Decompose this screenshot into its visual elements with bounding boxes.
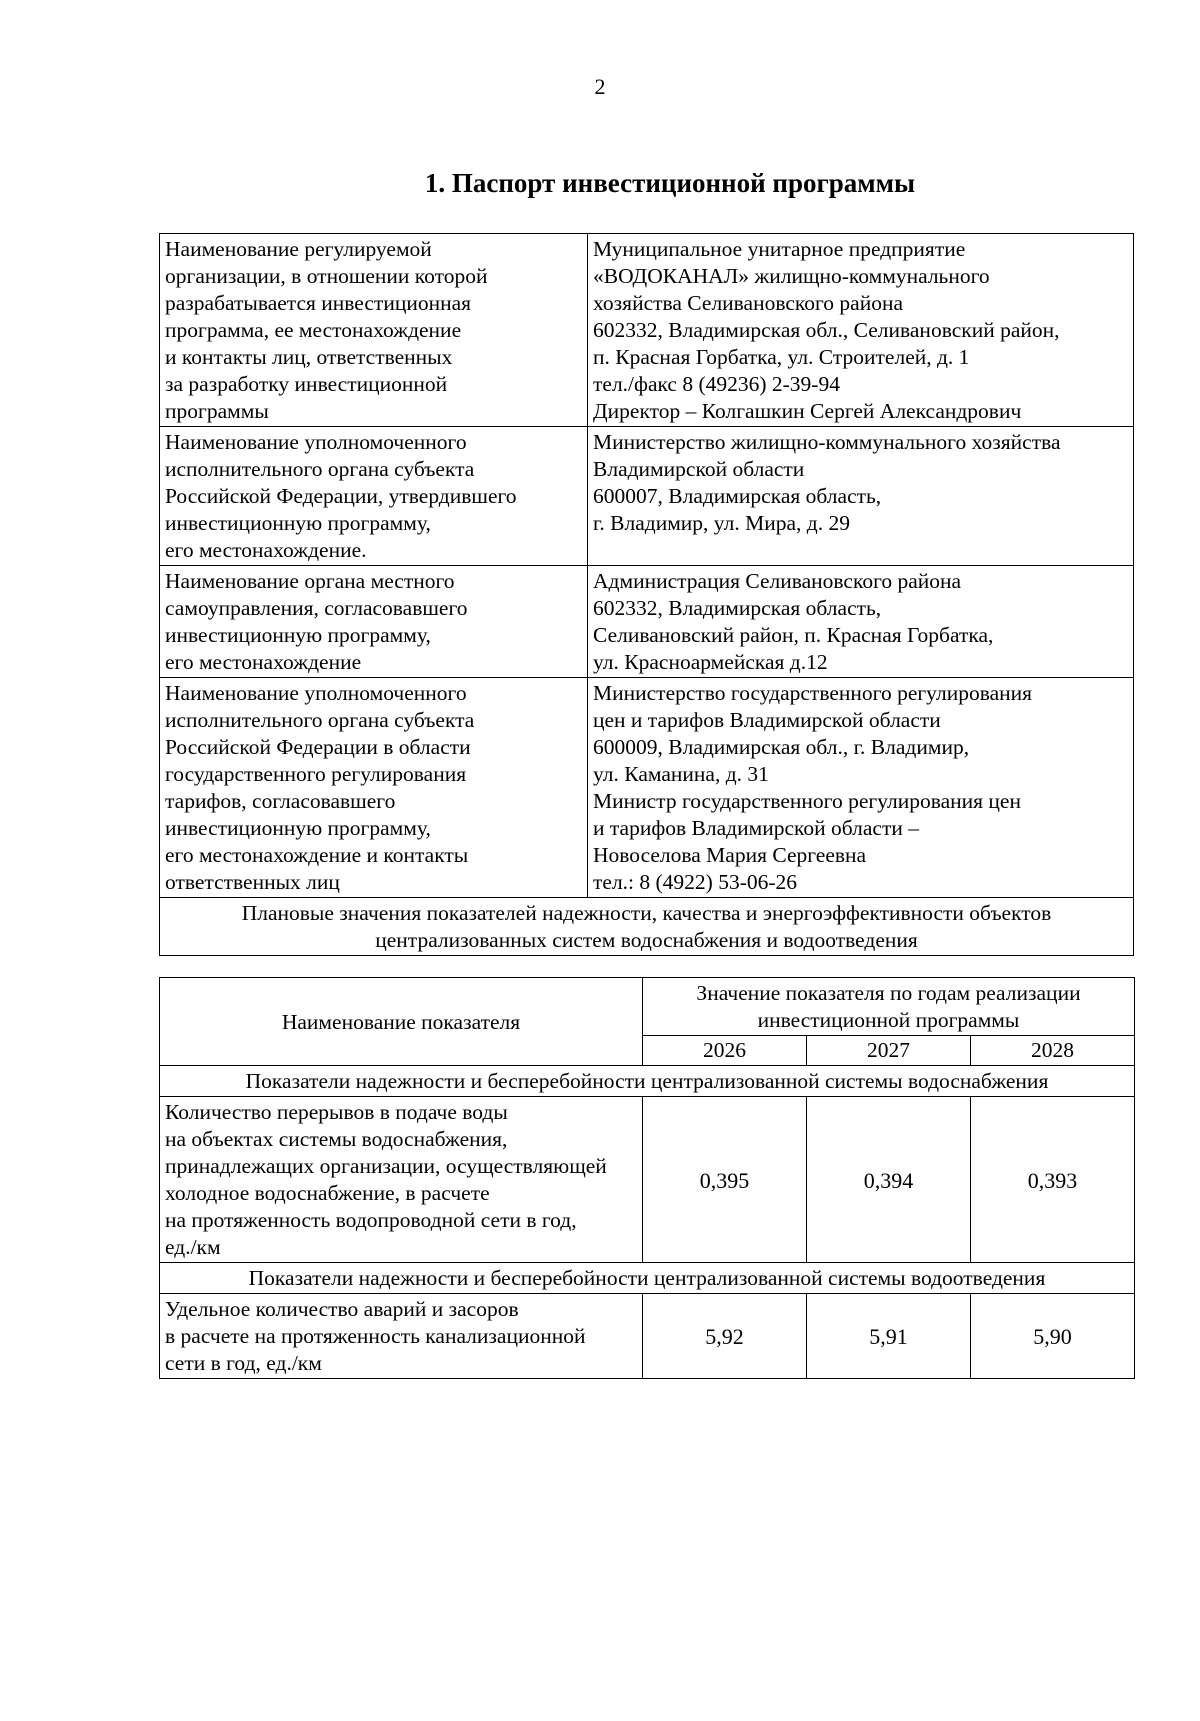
passport-label-line: Наименование уполномоченного [165, 681, 467, 705]
indicator-value: 5,90 [971, 1294, 1135, 1379]
passport-label-line: государственного регулирования [165, 762, 467, 786]
indicators-header-row [160, 978, 1135, 1036]
passport-label-line: исполнительного органа субъекта [165, 708, 475, 732]
passport-label-line: Наименование уполномоченного [165, 430, 467, 454]
passport-label-line: исполнительного органа субъекта [165, 457, 475, 481]
indicator-value: 5,92 [643, 1294, 807, 1379]
passport-value-line: Владимирской области [593, 457, 805, 481]
passport-value-line: «ВОДОКАНАЛ» жилищно-коммунального [593, 264, 990, 288]
passport-row [160, 678, 1134, 898]
passport-label-line: Наименование регулируемой [165, 237, 432, 261]
passport-label-line: программа, ее местонахождение [165, 318, 462, 342]
value-header [643, 978, 1135, 1036]
passport-label-line: инвестиционную программу, [165, 816, 431, 840]
passport-label-line: его местонахождение. [165, 538, 367, 562]
passport-value-line: тел./факс 8 (49236) 2-39-94 [593, 372, 840, 396]
passport-value-line: Администрация Селивановского района [593, 569, 962, 593]
passport-value-line: тел.: 8 (4922) 53-06-26 [593, 870, 798, 894]
passport-value-line: г. Владимир, ул. Мира, д. 29 [593, 511, 850, 535]
passport-label-line: его местонахождение [165, 650, 362, 674]
passport-value-line: цен и тарифов Владимирской области [593, 708, 941, 732]
passport-value-line: Новоселова Мария Сергеевна [593, 843, 867, 867]
indicator-value: 0,395 [643, 1097, 807, 1263]
passport-label-line: его местонахождение и контакты [165, 843, 469, 867]
passport-value-line: Министерство государственного регулирования [593, 681, 1033, 705]
indicator-value: 0,393 [971, 1097, 1135, 1263]
passport-label-line: за разработку инвестиционной [165, 372, 448, 396]
section-title-row [160, 1066, 1135, 1097]
passport-label-line: инвестиционную программу, [165, 623, 431, 647]
passport-label-line: и контакты лиц, ответственных [165, 345, 453, 369]
passport-row [160, 566, 1134, 678]
passport-value-line: п. Красная Горбатка, ул. Строителей, д. 1 [593, 345, 970, 369]
passport-value-line: Директор – Колгашкин Сергей Александрович [593, 399, 1022, 423]
indicator-name-line: холодное водоснабжение, в расчете [165, 1181, 490, 1205]
value-header-line: Значение показателя по годам реализации [696, 981, 1081, 1005]
year-header: 2027 [807, 1036, 971, 1066]
passport-value-line: Селивановский район, п. Красная Горбатка, [593, 623, 994, 647]
passport-value-line: ул. Красноармейская д.12 [593, 650, 828, 674]
indicator-name-line: на объектах системы водоснабжения, [165, 1127, 508, 1151]
passport-value-cell [588, 566, 1134, 678]
passport-row [160, 234, 1134, 427]
indicator-name-header: Наименование показателя [160, 978, 643, 1066]
passport-value-line: ул. Каманина, д. 31 [593, 762, 769, 786]
value-header-line: инвестиционной программы [757, 1008, 1020, 1032]
page-number: 2 [594, 74, 606, 99]
passport-label-cell [160, 566, 588, 678]
indicators-table [159, 977, 1135, 1379]
passport-value-cell [588, 234, 1134, 427]
planned-heading-line: Плановые значения показателей надежности, качества и энергоэффективности объектов [241, 901, 1052, 925]
passport-label-line: Наименование органа местного [165, 569, 455, 593]
passport-value-line: 600007, Владимирская область, [593, 484, 882, 508]
indicator-name-line: на протяженность водопроводной сети в год, [165, 1208, 577, 1232]
indicator-name [160, 1294, 643, 1379]
year-header: 2026 [643, 1036, 807, 1066]
planned-heading-row [160, 898, 1134, 956]
passport-label-line: программы [165, 399, 269, 423]
passport-value-line: Муниципальное унитарное предприятие [593, 237, 966, 261]
passport-label-line: самоуправления, согласовавшего [165, 596, 468, 620]
passport-label-line: организации, в отношении которой [165, 264, 488, 288]
passport-value-cell [588, 678, 1134, 898]
passport-value-line: Министерство жилищно-коммунального хозяйства [593, 430, 1061, 454]
indicator-name-line: Количество перерывов в подаче воды [165, 1100, 508, 1124]
passport-table [159, 233, 1134, 956]
passport-label-line: Российской Федерации в области [165, 735, 471, 759]
indicator-name [160, 1097, 643, 1263]
passport-label-line: тарифов, согласовавшего [165, 789, 396, 813]
indicator-name-line: в расчете на протяженность канализационной [165, 1324, 586, 1348]
passport-value-line: 602332, Владимирская область, [593, 596, 882, 620]
indicator-name-line: принадлежащих организации, осуществляющей [165, 1154, 607, 1178]
passport-value-cell [588, 427, 1134, 566]
indicator-row [160, 1294, 1135, 1379]
planned-heading-line: централизованных систем водоснабжения и водоотведения [375, 928, 918, 952]
document-title: 1. Паспорт инвестиционной программы [424, 168, 916, 198]
section-title: Показатели надежности и бесперебойности централизованной системы водоснабжения [160, 1066, 1135, 1097]
year-header: 2028 [971, 1036, 1135, 1066]
indicator-value: 0,394 [807, 1097, 971, 1263]
passport-row [160, 427, 1134, 566]
passport-label-line: разрабатывается инвестиционная [165, 291, 472, 315]
passport-label-line: Российской Федерации, утвердившего [165, 484, 517, 508]
indicator-name-line: Удельное количество аварий и засоров [165, 1297, 519, 1321]
planned-heading [160, 898, 1134, 956]
indicator-name-line: сети в год, ед./км [165, 1351, 322, 1375]
passport-value-line: Министр государственного регулирования цен [593, 789, 1021, 813]
section-title: Показатели надежности и бесперебойности централизованной системы водоотведения [160, 1263, 1135, 1294]
section-title-row [160, 1263, 1135, 1294]
indicator-name-line: ед./км [165, 1235, 221, 1259]
passport-label-line: ответственных лиц [165, 870, 340, 894]
passport-value-line: и тарифов Владимирской области – [593, 816, 919, 840]
indicator-row [160, 1097, 1135, 1263]
passport-label-cell [160, 427, 588, 566]
passport-value-line: хозяйства Селивановского района [593, 291, 904, 315]
passport-label-cell [160, 234, 588, 427]
indicator-value: 5,91 [807, 1294, 971, 1379]
passport-value-line: 602332, Владимирская обл., Селивановский район, [593, 318, 1060, 342]
passport-label-cell [160, 678, 588, 898]
passport-value-line: 600009, Владимирская обл., г. Владимир, [593, 735, 970, 759]
passport-label-line: инвестиционную программу, [165, 511, 431, 535]
